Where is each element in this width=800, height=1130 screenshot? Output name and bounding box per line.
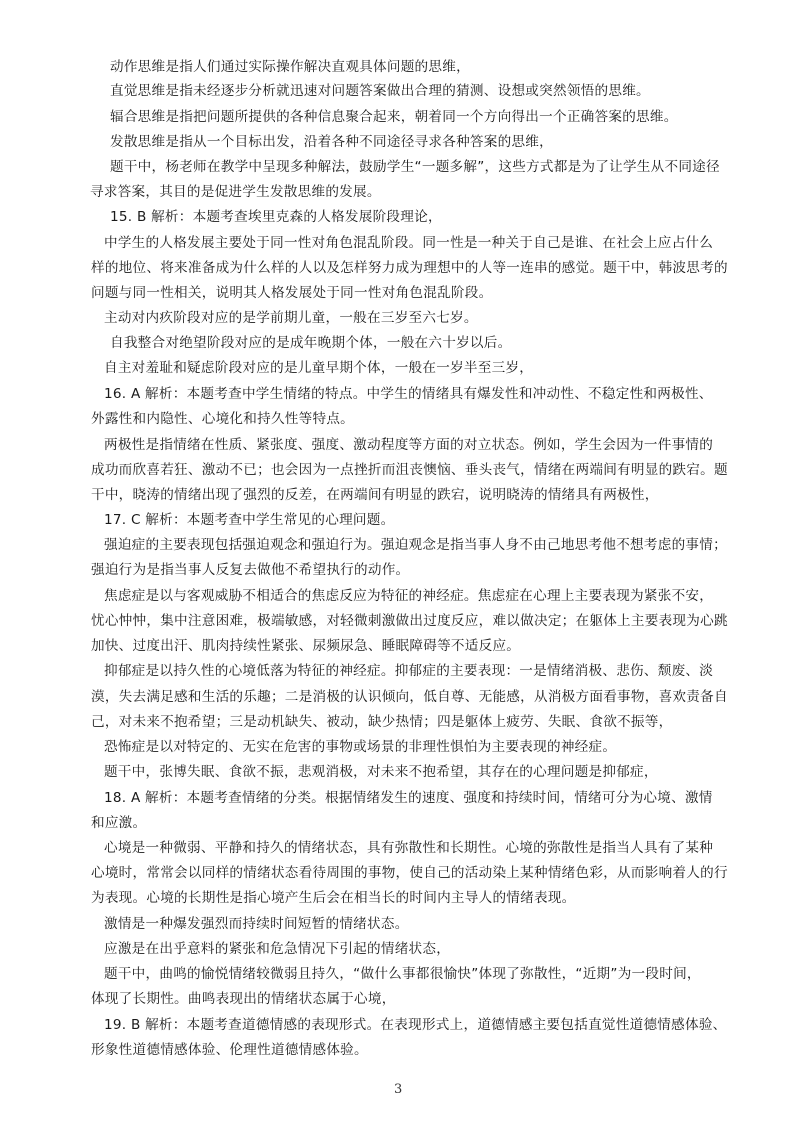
text-line: 心境是一种微弱、平静和持久的情绪状态，具有弥散性和长期性。心境的弥散性是指当人具有了某种	[104, 840, 714, 856]
text-line: 主动对内疚阶段对应的是学前期儿童，一般在三岁至六七岁。	[104, 310, 478, 326]
answer-heading-18: 18. A 解析：本题考查情绪的分类。根据情绪发生的速度、强度和持续时间，情绪可分为心境、激情	[104, 790, 713, 806]
page-number: 3	[394, 1082, 403, 1097]
text-line: 强迫行为是指当事人反复去做他不希望执行的动作。	[91, 562, 410, 578]
text-line: 样的地位、将来准备成为什么样的人以及怎样努力成为理想中的人等一连串的感觉。题干中，韩波思考的	[91, 260, 728, 276]
text-line: 外露性和内隐性、心境化和持久性等特点。	[91, 411, 355, 427]
text-line: 寻求答案，其目的是促进学生发散思维的发展。	[90, 184, 381, 200]
text-line: 题干中，张博失眠、食欲不振，悲观消极，对未来不抱希望，其存在的心理问题是抑郁症，	[104, 764, 658, 780]
text-line: 己，对未来不抱希望；三是动机缺失、被动，缺少热情；四是躯体上疲劳、失眠、食欲不振等，	[91, 714, 673, 730]
text-line: 干中，晓涛的情绪出现了强烈的反差，在两端间有明显的跌宕，说明晓涛的情绪具有两极性，	[91, 487, 659, 503]
text-line: 成功而欣喜若狂、激动不已；也会因为一点挫折而沮丧懊恼、垂头丧气，情绪在两端间有明显的跌宕。题	[91, 462, 728, 478]
text-line: 中学生的人格发展主要处于同一性对角色混乱阶段。同一性是一种关于自己是谁、在社会上应占什么	[104, 235, 714, 251]
text-line: 应激是在出乎意料的紧张和危急情况下引起的情绪状态，	[104, 941, 451, 957]
text-line: 动作思维是指人们通过实际操作解决直观具体问题的思维，	[110, 59, 470, 75]
text-line: 忧心忡忡，集中注意困难，极端敏感，对轻微刺激做出过度反应，难以做决定；在躯体上主要表现为心跳	[91, 613, 728, 629]
text-line: 直觉思维是指未经逐步分析就迅速对问题答案做出合理的猜测、设想或突然领悟的思维。	[110, 83, 650, 99]
answer-heading-16: 16. A 解析：本题考查中学生情绪的特点。中学生的情绪具有爆发性和冲动性、不稳定性和两极性、	[104, 386, 713, 402]
answer-heading-19: 19. B 解析：本题考查道德情感的表现形式。在表现形式上，道德情感主要包括直觉性道德情感体验、	[104, 1017, 727, 1033]
text-line: 强迫症的主要表现包括强迫观念和强迫行为。强迫观念是指当事人身不由己地思考他不想考虑的事情；	[104, 537, 727, 553]
text-line: 心境时，常常会以同样的情绪状态看待周围的事物，使自己的活动染上某种情绪色彩，从而影响着人的行	[91, 865, 728, 881]
text-line: 漠，失去满足感和生活的乐趣；二是消极的认识倾向，低自尊、无能感，从消极方面看事物，喜欢责备自	[91, 689, 728, 705]
text-line: 两极性是指情绪在性质、紧张度、强度、激动程度等方面的对立状态。例如，学生会因为一件事情的	[104, 437, 714, 453]
text-line: 体现了长期性。曲鸣表现出的情绪状态属于心境，	[91, 991, 396, 1007]
text-line: 为表现。心境的长期性是指心境产生后会在相当长的时间内主导人的情绪表现。	[91, 890, 576, 906]
text-line: 焦虑症是以与客观威胁不相适合的焦虑反应为特征的神经症。焦虑症在心理上主要表现为紧张不安，	[104, 588, 714, 604]
text-line: 抑郁症是以持久性的心境低落为特征的神经症。抑郁症的主要表现：一是情绪消极、悲伤、颓废、淡	[104, 663, 714, 679]
text-line: 加快、过度出汗、肌肉持续性紧张、尿频尿急、睡眠障碍等不适反应。	[91, 638, 521, 654]
answer-heading-15: 15. B 解析：本题考查埃里克森的人格发展阶段理论，	[110, 209, 442, 225]
text-line: 题干中，杨老师在教学中呈现多种解法，鼓励学生“一题多解”，这些方式都是为了让学生从不同途径	[110, 159, 720, 175]
text-line: 自主对羞耻和疑虑阶段对应的是儿童早期个体，一般在一岁半至三岁，	[104, 360, 534, 376]
text-line: 自我整合对绝望阶段对应的是成年晚期个体，一般在六十岁以后。	[110, 335, 512, 351]
text-line: 辐合思维是指把问题所提供的各种信息聚合起来，朝着同一个方向得出一个正确答案的思维。	[110, 109, 678, 125]
text-line: 激情是一种爆发强烈而持续时间短暂的情绪状态。	[104, 916, 409, 932]
text-line: 形象性道德情感体验、伦理性道德情感体验。	[91, 1042, 368, 1058]
answer-heading-17: 17. C 解析：本题考查中学生常见的心理问题。	[104, 512, 395, 528]
text-line: 发散思维是指从一个目标出发，沿着各种不同途径寻求各种答案的思维，	[110, 134, 553, 150]
text-line: 题干中，曲鸣的愉悦情绪较微弱且持久，“做什么事都很愉快”体现了弥散性，“近期”为一段时间，	[104, 966, 701, 982]
text-line: 和应激。	[91, 815, 147, 831]
text-line: 恐怖症是以对特定的、无实在危害的事物或场景的非理性惧怕为主要表现的神经症。	[104, 739, 617, 755]
text-line: 问题与同一性相关，说明其人格发展处于同一性对角色混乱阶段。	[91, 285, 493, 301]
